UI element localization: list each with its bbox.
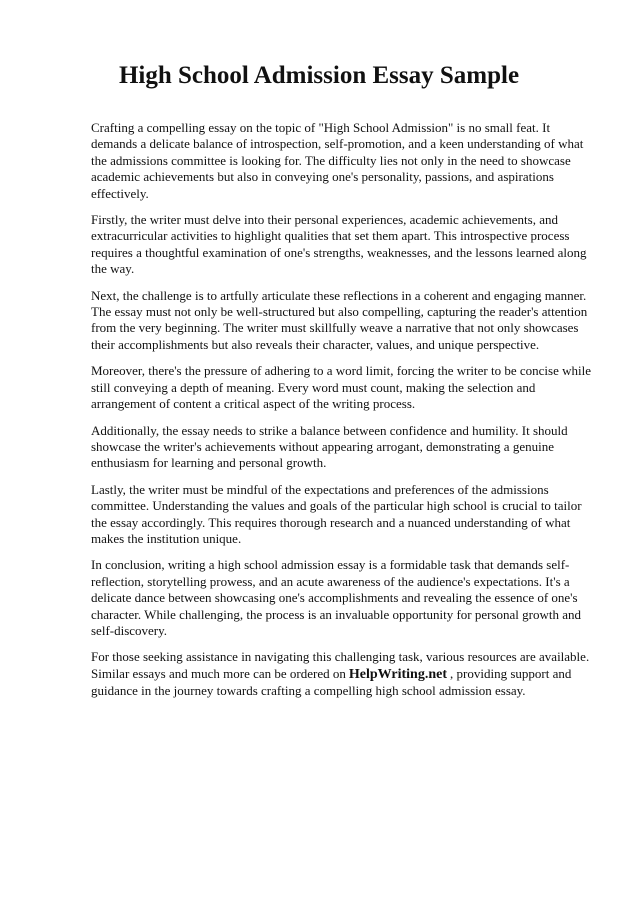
paragraph-next: Next, the challenge is to artfully articulate these reflections in a coherent and engaging manner. The essay must not only be well-structured but also compelling, capturing the reader's attention from the very beginning. The writer must skillfully weave a narrative that not only showcases their accomplishments but also reveals their character, values, and unique perspective. xyxy=(91,287,588,352)
paragraph-closing xyxy=(91,649,591,699)
paragraph-intro: Crafting a compelling essay on the topic of "High School Admission" is no small feat. It demands a delicate balance of introspection, self-promotion, and a keen understanding of what the admissions committee is looking for. The difficulty lies not only in the need to showcase academic achievements but also in conveying one's personality, passions, and aspirations effectively. xyxy=(91,120,584,201)
essay-body xyxy=(91,120,591,710)
paragraph-moreover: Moreover, there's the pressure of adhering to a word limit, forcing the writer to be concise while still conveying a depth of meaning. Every word must count, making the selection and arrangement of content a critical aspect of the writing process. xyxy=(91,363,591,412)
paragraph-additionally: Additionally, the essay needs to strike a balance between confidence and humility. It should showcase the writer's achievements without appearing arrogant, demonstrating a genuine enthusiasm for learning and personal growth. xyxy=(91,422,568,471)
paragraph-conclusion: In conclusion, writing a high school admission essay is a formidable task that demands self-reflection, storytelling prowess, and an acute awareness of the audience's expectations. It's a delicate dance between showcasing one's accomplishments and revealing the essence of one's character. While challenging, the process is an invaluable opportunity for personal growth and self-discovery. xyxy=(91,557,581,638)
paragraph-lastly: Lastly, the writer must be mindful of the expectations and preferences of the admissions committee. Understanding the values and goals of the particular high school is crucial to tailor the essay accordingly. This requires thorough research and a nuanced understanding of what makes the institution unique. xyxy=(91,481,582,546)
paragraph-firstly: Firstly, the writer must delve into their personal experiences, academic achievements, and extracurricular activities to highlight qualities that set them apart. This introspective process requires a thoughtful examination of one's strengths, weaknesses, and the lessons learned along the way. xyxy=(91,212,587,277)
closing-text-after-link: , providing support and guidance in the journey towards crafting a compelling high school admission essay. xyxy=(91,665,572,699)
page-title: High School Admission Essay Sample xyxy=(118,62,520,89)
closing-text-before-link: For those seeking assistance in navigating this challenging task, various resources are available. Similar essays and much more can be ordered on xyxy=(91,649,590,681)
helpwriting-link[interactable]: HelpWriting.net xyxy=(348,666,448,682)
